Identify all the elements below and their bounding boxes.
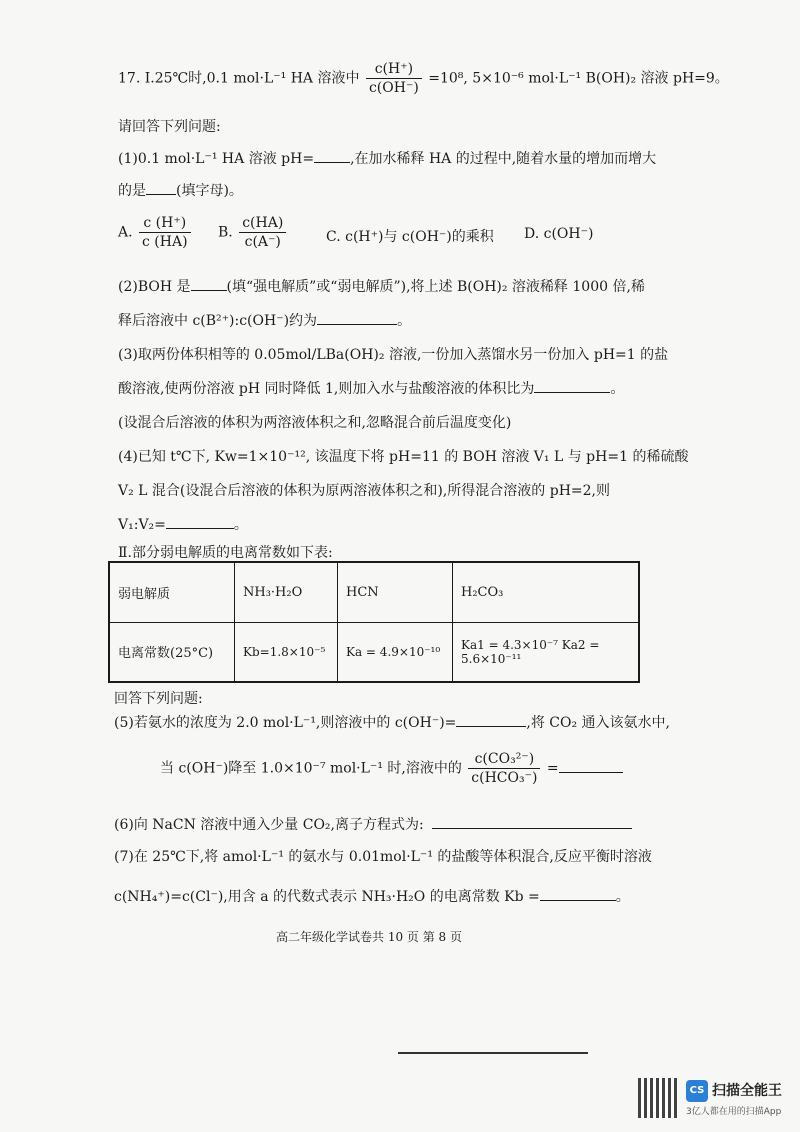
table-cell: 电离常数(25°C) bbox=[109, 622, 235, 682]
qr-code-icon bbox=[638, 1078, 678, 1118]
table-cell: Ka = 4.9×10⁻¹⁰ bbox=[338, 622, 453, 682]
answer-blank[interactable] bbox=[559, 758, 623, 773]
answer-blank[interactable] bbox=[456, 712, 526, 727]
option-a-numerator: c (H⁺) bbox=[139, 214, 191, 233]
q5-line1 bbox=[114, 712, 670, 732]
q6-text: (6)向 NaCN 溶液中通入少量 CO₂,离子方程式为: bbox=[114, 817, 424, 833]
q2-line2 bbox=[118, 310, 411, 330]
answer-blank[interactable] bbox=[540, 886, 616, 901]
q2-text-d: 。 bbox=[397, 313, 412, 329]
answer-blank[interactable] bbox=[432, 814, 632, 829]
q1-text-d: (填字母)。 bbox=[176, 183, 243, 199]
q3-text-c: 。 bbox=[610, 381, 625, 397]
q5-text-b: ,将 CO₂ 通入该氨水中, bbox=[526, 715, 671, 731]
part2-heading: Ⅱ.部分弱电解质的电离常数如下表: bbox=[118, 545, 333, 561]
q5-line2 bbox=[160, 750, 623, 787]
answer-blank[interactable] bbox=[314, 148, 350, 163]
q5-text-c: 当 c(OH⁻)降至 1.0×10⁻⁷ mol·L⁻¹ 时,溶液中的 bbox=[160, 760, 462, 777]
q7-text-c: 。 bbox=[615, 889, 630, 905]
answer-blank[interactable] bbox=[146, 180, 176, 195]
page-footer: 高二年级化学试卷共 10 页 第 8 页 bbox=[276, 930, 462, 944]
table-cell: 弱电解质 bbox=[109, 562, 235, 622]
table-row bbox=[109, 562, 639, 622]
q7-line1: (7)在 25℃下,将 amol·L⁻¹ 的氨水与 0.01mol·L⁻¹ 的盐酸等体积混合,反应平衡时溶液 bbox=[114, 849, 652, 865]
carbonate-denominator: c(HCO₃⁻) bbox=[471, 770, 538, 786]
q5-text-d: = bbox=[546, 760, 559, 777]
answer-blank[interactable] bbox=[317, 310, 397, 325]
table-cell: HCN bbox=[338, 562, 453, 622]
q1-text-a: (1)0.1 mol·L⁻¹ HA 溶液 pH= bbox=[118, 151, 315, 167]
q7-text-b: c(NH₄⁺)=c(Cl⁻),用含 a 的代数式表示 NH₃·H₂O 的电离常数 Kb = bbox=[114, 889, 540, 905]
ratio-numerator: c(H⁺) bbox=[366, 60, 422, 79]
footer-rule bbox=[398, 1052, 588, 1054]
q1-text-c: 的是 bbox=[118, 183, 146, 199]
q2-line1 bbox=[118, 276, 645, 296]
q3-line2 bbox=[118, 378, 624, 398]
ratio-denominator: c(OH⁻) bbox=[368, 80, 419, 96]
q2-text-a: (2)BOH 是 bbox=[118, 279, 191, 295]
scanner-logo-icon: CS bbox=[686, 1080, 708, 1102]
answer-blank[interactable] bbox=[191, 276, 227, 291]
option-b bbox=[218, 214, 288, 251]
table-cell: H₂CO₃ bbox=[453, 562, 640, 622]
option-b-denominator: c(A⁻) bbox=[244, 234, 281, 250]
option-a-label: A. bbox=[118, 224, 133, 241]
carbonate-ratio-fraction bbox=[468, 750, 540, 787]
q3-note: (设混合后溶液的体积为两溶液体积之和,忽略混合前后温度变化) bbox=[118, 415, 512, 431]
option-c: C. c(H⁺)与 c(OH⁻)的乘积 bbox=[326, 229, 494, 245]
q1-line2 bbox=[118, 180, 243, 200]
q4-line2: V₂ L 混合(设混合后溶液的体积为原两溶液体积之和),所得混合溶液的 pH=2,则 bbox=[118, 483, 611, 499]
table-cell: Kb=1.8×10⁻⁵ bbox=[235, 622, 338, 682]
scanner-subtitle: 3亿人都在用的扫描App bbox=[686, 1107, 782, 1117]
q17-intro bbox=[118, 60, 729, 97]
q1-text-b: ,在加水稀释 HA 的过程中,随着水量的增加而增大 bbox=[350, 151, 657, 167]
option-a-fraction bbox=[139, 214, 191, 251]
answer-blank[interactable] bbox=[166, 514, 234, 529]
table-cell: Ka1 = 4.3×10⁻⁷ Ka2 = 5.6×10⁻¹¹ bbox=[453, 622, 640, 682]
option-a-denominator: c (HA) bbox=[142, 234, 188, 250]
option-b-numerator: c(HA) bbox=[239, 214, 286, 233]
q3-text-b: 酸溶液,使两份溶液 pH 同时降低 1,则加入水与盐酸溶液的体积比为 bbox=[118, 381, 535, 397]
q4-line1: (4)已知 t℃下, Kw=1×10⁻¹², 该温度下将 pH=11 的 BOH 溶液 V₁ L 与 pH=1 的稀硫酸 bbox=[118, 449, 689, 465]
carbonate-numerator: c(CO₃²⁻) bbox=[468, 750, 540, 769]
q4-text-d: 。 bbox=[233, 517, 248, 533]
q1-line1 bbox=[118, 148, 656, 168]
table-cell: NH₃·H₂O bbox=[235, 562, 338, 622]
ionization-table bbox=[108, 561, 640, 683]
prompt-text: 请回答下列问题: bbox=[118, 119, 221, 135]
q2-text-c: 释后溶液中 c(B²⁺):c(OH⁻)约为 bbox=[118, 313, 318, 329]
option-b-label: B. bbox=[218, 224, 233, 241]
q4-line3 bbox=[118, 514, 248, 534]
q5-text-a: (5)若氨水的浓度为 2.0 mol·L⁻¹,则溶液中的 c(OH⁻)= bbox=[114, 715, 457, 731]
ratio-fraction bbox=[366, 60, 422, 97]
scanner-title: 扫描全能王 bbox=[712, 1083, 782, 1099]
prompt-text-2: 回答下列问题: bbox=[114, 691, 203, 707]
q4-text-c: V₁:V₂= bbox=[118, 517, 166, 533]
option-b-fraction bbox=[239, 214, 286, 251]
answer-blank[interactable] bbox=[534, 378, 610, 393]
option-d: D. c(OH⁻) bbox=[524, 226, 594, 242]
option-a bbox=[118, 214, 193, 251]
q3-line1: (3)取两份体积相等的 0.05mol/LBa(OH)₂ 溶液,一份加入蒸馏水另一份加入 pH=1 的盐 bbox=[118, 347, 669, 363]
q2-text-b: (填“强电解质”或“弱电解质”),将上述 B(OH)₂ 溶液稀释 1000 倍,稀 bbox=[226, 279, 645, 295]
q6-line bbox=[114, 814, 632, 834]
q7-line2 bbox=[114, 886, 630, 906]
q17-intro-text-b: =10⁸, 5×10⁻⁶ mol·L⁻¹ B(OH)₂ 溶液 pH=9。 bbox=[428, 70, 729, 87]
q17-intro-text-a: 17. Ⅰ.25℃时,0.1 mol·L⁻¹ HA 溶液中 bbox=[118, 70, 360, 87]
table-row bbox=[109, 622, 639, 682]
